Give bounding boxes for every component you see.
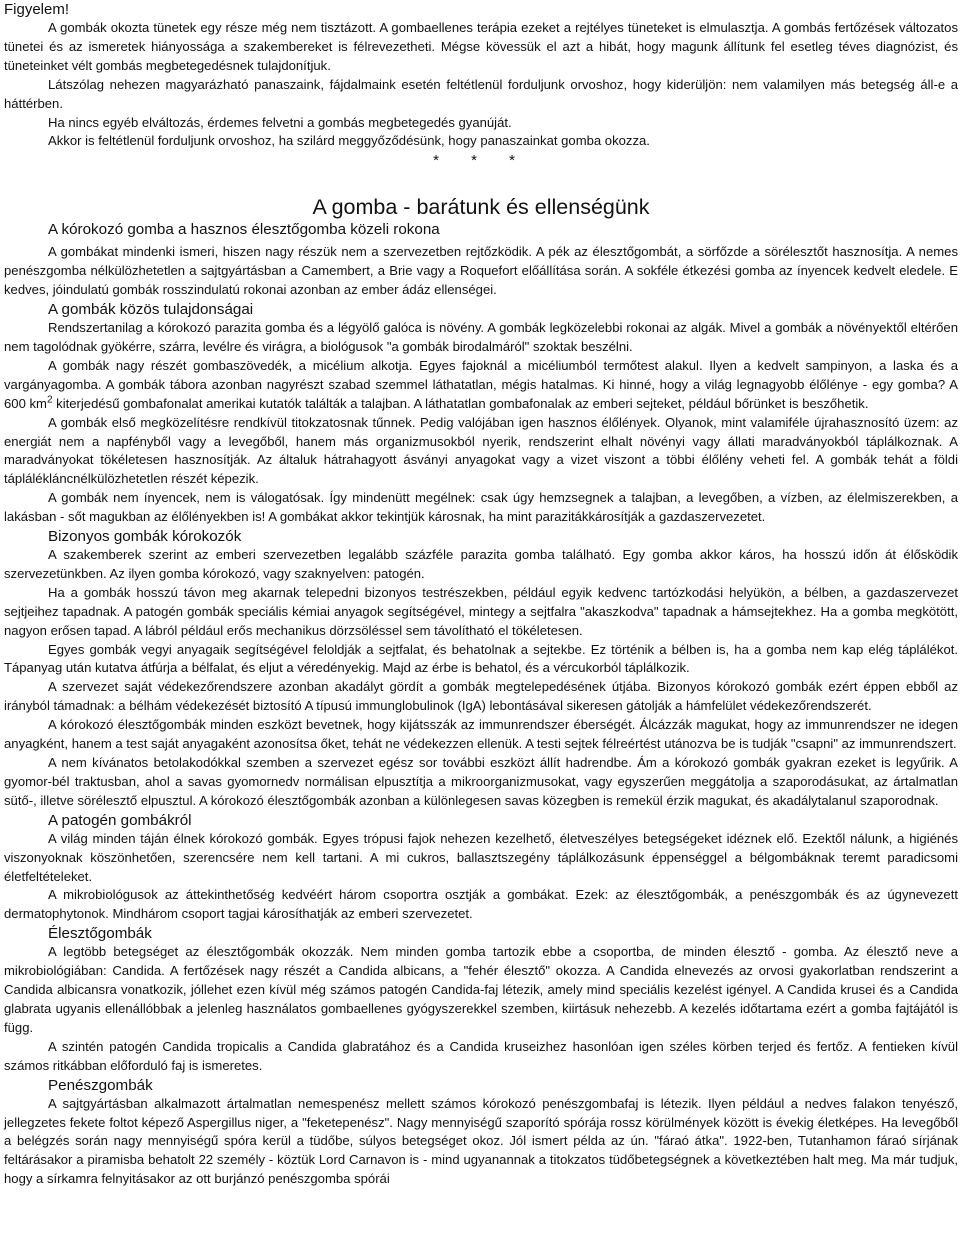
warning-paragraph-3: Ha nincs egyéb elváltozás, érdemes felvetni a gombás megbetegedés gyanúját. bbox=[48, 114, 512, 130]
section-heading-molds: Penészgombák bbox=[48, 1076, 153, 1094]
common-paragraph-2-part-a: A gombák nagy részét gombaszövedék, a micélium alkotja. Egyes fajoknál a micéliumból termőtest alakul. Ilyen a kedvelt sampinyon, a laska és a vargányagomba. A gombák tábora azonban nagyrészt szabad szemmel láthatatlan, mégis hatalmas. Ki hinné, hogy a világ legnagyobb élőlénye - egy gomba? A 600 km bbox=[4, 357, 958, 411]
pathogens-paragraph-5: A kórokozó élesztőgombák minden eszközt bevetnek, hogy kijátsszák az immunrendszer éberségét. Álcázzák magukat, hogy az immunrendszer ne idegen anyagként, hanem a test saját anyagaként azonosítsa őket, tehát ne védekezzen ellenük. A testi sejtek félreértést utánozva be is tudják "csapni" az immunrendszert. bbox=[4, 717, 958, 752]
pathogens-paragraph-6: A nem kívánatos betolakodókkal szemben a szervezet egész sor további eszközt állít hadrendbe. Ám a kórokozó gombák gyakran ezeket is legyűrik. A gyomor-bél traktusban, ahol a savas gyomornedv normálisan elpusztítja a mikroorganizmusokat, vagy egyszerűen meggátolja a szaporodásukat, az ártalmatlan sütő-, illetve sörélesztő elpusztul. A kórokozó élesztőgombák azonban a különlegesen savas közegben is remekül érzik magukat, és akadálytalanul szaporodnak. bbox=[4, 755, 958, 808]
warning-paragraph-1: A gombák okozta tünetek egy része még nem tisztázott. A gombaellenes terápia ezeket a rejtélyes tüneteket is elmulasztja. A gombás fertőzések változatos tünetei és az ismeretek hiányossága a szakembereket is félrevezetheti. Mégse kövessük el azt a hibát, hogy magunk állítunk fel esetleg téves diagnózist, és tüneteinket vélt gombás megbetegedésnek tulajdonítjuk. bbox=[4, 20, 958, 73]
pathogenic-paragraph-2: A mikrobiológusok az áttekinthetőség kedvéért három csoportra osztják a gombákat. Ezek: az élesztőgombák, a penészgombák és az úgynevezett dermatophytonok. Mindhárom csoport tagjai károsíthatják az emberi szervezetet. bbox=[4, 887, 958, 922]
section-heading-pathogenic-fungi: A patogén gombákról bbox=[48, 811, 192, 829]
yeasts-paragraph-1: A legtöbb betegséget az élesztőgombák okozzák. Nem minden gomba tartozik ebbe a csoportba, de minden élesztő - gomba. Az élesztő neve a mikrobiológiában: Candida. A fertőzések nagy részét a Candida albicans, a "fehér élesztő" okozza. A Candida elnevezés az orvosi gyakorlatban rendszerint a Candida albicansra vonatkozik, jóllehet ezen kívül még számos patogén Candida-faj létezik, amely mind speciális kezelést igényel. A Candida krusei és a Candida glabrata ugyanis ellenállóbbak a jelenleg használatos gombaellenes gyógyszerekkel szemben, kiirtásuk nehezebb. A kezelés időtartama ezért a gomba fajtájától is függ. bbox=[4, 944, 958, 1035]
common-paragraph-2-part-b: kiterjedésű gombafonalat amerikai kutatók találták a talajban. A láthatatlan gombafonalak az emberi sejteket, például bőrünket is beszőhetik. bbox=[52, 395, 869, 411]
superscript-2: 2 bbox=[46, 394, 53, 406]
warning-heading: Figyelem! bbox=[4, 1, 70, 18]
section-divider-stars: * * * bbox=[433, 152, 529, 170]
common-paragraph-2 bbox=[4, 357, 958, 414]
document-page bbox=[4, 0, 958, 1189]
pathogenic-paragraph-1: A világ minden táján élnek kórokozó gombák. Egyes trópusi fajok nehezen kezelhető, életveszélyes betegségeket idéznek elő. Ezektől nálunk, a higiénés viszonyoknak köszönhetően, szerencsére nem kell tartani. A mi cukros, ballasztszegény táplálkozásunk éppenséggel a bélgombáknak teremt paradicsomi életfeltételeket. bbox=[4, 830, 958, 884]
molds-paragraph-1: A sajtgyártásban alkalmazott ártalmatlan nemespenész mellett számos kórokozó penészgombafaj is létezik. Ilyen például a nedves falakon tenyésző, jellegzetes fekete foltot képező Aspergillus niger, a "feketepenész". Nagy mennyiségű szaporító spórája rossz körülmények között is évekig életképes. Ha levegőből a belégzés során nagy mennyiségű spóra kerül a tüdőbe, súlyos betegséget okoz. Jól ismert példa az ún. "fáraó átka". 1922-ben, Tutanhamon fáraó sírjának feltárásakor a piramisba behatolt 22 személy - köztük Lord Carnavon is - mind ugyanannak a titokzatos tüdőbetegségnek a következtében halt meg. Ma már tudjuk, hogy a sírkamra felnyitásakor az ott burjánzó penészgomba spórái bbox=[4, 1095, 958, 1187]
yeasts-paragraph-2: A szintén patogén Candida tropicalis a Candida glabratához és a Candida kruseizhez hasonlóan igen széles körben terjed és fertőz. A fentieken kívül számos ritkábban előforduló faj is ismeretes. bbox=[4, 1038, 958, 1073]
intro-paragraph-1: A gombákat mindenki ismeri, hiszen nagy részük nem a szervezetben rejtőzködik. A pék az élesztőgombát, a sörfőzde a sörélesztőt hasznosítja. A nemes penészgomba nélkülözhetetlen a sajtgyártásban a Camembert, a Brie vagy a Roquefort előállítása során. A sokféle étkezési gomba az ínyencek kedvelt eledele. E kedves, jóindulatú gombák rosszindulatú rokonai azonban az ember ádáz ellenségei. bbox=[4, 244, 958, 298]
section-heading-yeasts: Élesztőgombák bbox=[48, 925, 152, 943]
common-paragraph-4: A gombák nem ínyencek, nem is válogatósak. Így mindenütt megélnek: csak úgy hemzsegnek a talajban, a levegőben, a vízben, az élelmiszerekben, a lakásban - sőt magukban az élőlényekben is! A gombákat akkor tekintjük károsnak, ha mint parazitákkárosítják a gazdaszervezetet. bbox=[4, 490, 958, 525]
article-title: A gomba - barátunk és ellenségünk bbox=[312, 195, 650, 220]
common-paragraph-1: Rendszertanilag a kórokozó parazita gomba és a légyölő galóca is növény. A gombák legközelebbi rokonai az algák. Mivel a gombák a növényektől eltérően nem tagolódnak gyökérre, szárra, levélre és virágra, a biológusok "a gombák birodalmáról" szoktak beszélni. bbox=[4, 320, 958, 354]
intro-heading: A kórokozó gomba a hasznos élesztőgomba közeli rokona bbox=[48, 221, 440, 239]
pathogens-paragraph-1: A szakemberek szerint az emberi szervezetben legalább százféle parazita gomba található. Egy gomba akkor káros, ha hosszú időn át élősködik szervezetünkben. Az ilyen gomba kórokozó, vagy szaknyelven: patogén. bbox=[4, 547, 958, 581]
section-heading-common-properties: A gombák közös tulajdonságai bbox=[48, 301, 254, 319]
pathogens-paragraph-3: Egyes gombák vegyi anyagaik segítségével feloldják a sejtfalat, és behatolnak a sejtekbe. Ez történik a bélben is, ha a gomba nem kap elég táplálékot. Tápanyag után kutatva átfúrja a bélfalat, és eljut a véredényekig. Majd az érbe is behatol, és a vércukorból táplálkozik. bbox=[4, 641, 958, 676]
section-heading-pathogens: Bizonyos gombák kórokozók bbox=[48, 528, 242, 546]
pathogens-paragraph-2: Ha a gombák hosszú távon meg akarnak telepedni bizonyos testrészekben, például egyik kedvenc tartózkodási helyükön, a bélben, a gazdaszervezet sejtjeihez tapadnak. A patogén gombák speciális kémiai anyagok segítségével, mintegy a sejtfalra "akaszkodva" tapadnak a hámsejtekhez. Ha a gomba megkötött, nagyon erősen tapad. A lábról például erős mechanikus dörzsöléssel sem távolítható el tökéletesen. bbox=[4, 584, 958, 638]
common-paragraph-3: A gombák első megközelítésre rendkívül titokzatosnak tűnnek. Pedig valójában igen hasznos élőlények. Olyanok, mint valamiféle újrahasznosító üzem: az energiát nem a napfényből vagy a levegőből, hanem más organizmusokból nyerik, rendszerint elhalt növényi vagy állati maradványokból táplálkoznak. A maradványokat tökéletesen hasznosítják. Az általuk hátrahagyott ásványi anyagokat vagy a vizet viszont a többi élőlény veheti fel. A gombák tehát a földi táplálékláncnélkülözhetetlen részét képezik. bbox=[4, 414, 958, 487]
pathogens-paragraph-4: A szervezet saját védekezőrendszere azonban akadályt gördít a gombák megtelepedésének útjába. Bizonyos kórokozó gombák ezért éppen ebből az irányból támadnak: a bélhám védekezését biztosító A típusú immunglobulinok (IgA) lebontásával sikeresen gátolják a hámfelület védekezőrendszerét. bbox=[4, 679, 958, 714]
warning-paragraph-2: Látszólag nehezen magyarázható panaszaink, fájdalmaink esetén feltétlenül forduljunk orvoshoz, hogy kiderüljön: nem valamilyen más betegség áll-e a háttérben. bbox=[4, 76, 958, 111]
warning-paragraph-4: Akkor is feltétlenül forduljunk orvoshoz, ha szilárd meggyőződésünk, hogy panaszainkat gomba okozza. bbox=[48, 133, 650, 149]
